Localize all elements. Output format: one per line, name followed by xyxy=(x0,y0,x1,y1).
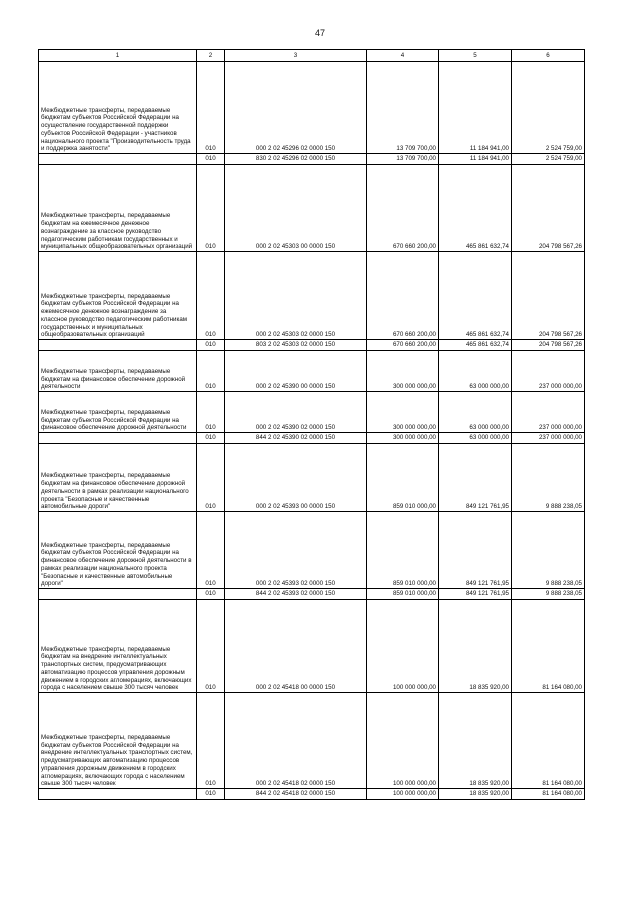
page-number: 47 xyxy=(314,28,325,38)
row-budget-code: 000 2 02 45303 00 0000 150 xyxy=(225,165,367,252)
header-cell: 6 xyxy=(512,50,585,62)
table-row xyxy=(39,252,585,340)
row-approved-amount: 670 660 200,00 xyxy=(367,165,439,252)
row-budget-code: 000 2 02 45296 02 0000 150 xyxy=(225,62,367,154)
row-description: Межбюджетные трансферты, передаваемые бюджетам субъектов Российской Федерации на ежемесячное денежное вознаграждение за классное руководство педагогическим работникам государственных и муниципальных общеобразовательных организаций xyxy=(39,252,197,340)
row-unexecuted-amount: 237 000 000,00 xyxy=(512,433,585,444)
row-executed-amount: 849 121 761,95 xyxy=(439,589,512,600)
row-budget-code: 844 2 02 45418 02 0000 150 xyxy=(225,789,367,800)
row-line-code: 010 xyxy=(197,789,225,800)
row-approved-amount: 859 010 000,00 xyxy=(367,444,439,512)
table-row xyxy=(39,589,585,600)
row-executed-amount: 465 861 632,74 xyxy=(439,340,512,351)
row-budget-code: 844 2 02 45393 02 0000 150 xyxy=(225,589,367,600)
row-description: Межбюджетные трансферты, передаваемые бюджетам субъектов Российской Федерации на финансовое обеспечение дорожной деятельности в рамках реализации национального проекта "Безопасные и качественные автомобильные дороги" xyxy=(39,512,197,589)
row-line-code: 010 xyxy=(197,340,225,351)
row-unexecuted-amount: 2 524 759,00 xyxy=(512,62,585,154)
row-line-code: 010 xyxy=(197,433,225,444)
row-executed-amount: 18 835 920,00 xyxy=(439,600,512,693)
row-budget-code: 000 2 02 45390 00 0000 150 xyxy=(225,351,367,392)
row-unexecuted-amount: 9 888 238,05 xyxy=(512,444,585,512)
row-executed-amount: 18 835 920,00 xyxy=(439,693,512,789)
row-budget-code: 830 2 02 45296 02 0000 150 xyxy=(225,154,367,165)
row-description: Межбюджетные трансферты, передаваемые бюджетам субъектов Российской Федерации на осуществление государственной поддержки субъектов Российской Федерации - участников национального проекта "Производительность труда и поддержка занятости" xyxy=(39,62,197,154)
table-row xyxy=(39,693,585,789)
table-row xyxy=(39,351,585,392)
row-approved-amount: 100 000 000,00 xyxy=(367,789,439,800)
row-approved-amount: 300 000 000,00 xyxy=(367,433,439,444)
row-unexecuted-amount: 81 164 080,00 xyxy=(512,600,585,693)
row-budget-code: 803 2 02 45303 02 0000 150 xyxy=(225,340,367,351)
row-approved-amount: 300 000 000,00 xyxy=(367,351,439,392)
row-executed-amount: 63 000 000,00 xyxy=(439,351,512,392)
row-description xyxy=(39,340,197,351)
table-row xyxy=(39,62,585,154)
row-unexecuted-amount: 9 888 238,05 xyxy=(512,512,585,589)
row-approved-amount: 859 010 000,00 xyxy=(367,589,439,600)
row-unexecuted-amount: 237 000 000,00 xyxy=(512,351,585,392)
row-executed-amount: 11 184 941,00 xyxy=(439,154,512,165)
row-approved-amount: 670 660 200,00 xyxy=(367,340,439,351)
row-executed-amount: 465 861 632,74 xyxy=(439,165,512,252)
row-budget-code: 000 2 02 45393 02 0000 150 xyxy=(225,512,367,589)
table-row xyxy=(39,512,585,589)
header-cell: 5 xyxy=(439,50,512,62)
row-unexecuted-amount: 204 798 567,26 xyxy=(512,252,585,340)
row-budget-code: 000 2 02 45393 00 0000 150 xyxy=(225,444,367,512)
row-unexecuted-amount: 81 164 080,00 xyxy=(512,789,585,800)
row-unexecuted-amount: 204 798 567,26 xyxy=(512,340,585,351)
row-line-code: 010 xyxy=(197,693,225,789)
row-description xyxy=(39,433,197,444)
row-line-code: 010 xyxy=(197,589,225,600)
row-budget-code: 000 2 02 45418 00 0000 150 xyxy=(225,600,367,693)
table-row xyxy=(39,392,585,433)
row-budget-code: 000 2 02 45390 02 0000 150 xyxy=(225,392,367,433)
row-approved-amount: 670 660 200,00 xyxy=(367,252,439,340)
row-approved-amount: 100 000 000,00 xyxy=(367,693,439,789)
table-row xyxy=(39,340,585,351)
row-executed-amount: 849 121 761,95 xyxy=(439,444,512,512)
row-approved-amount: 13 709 700,00 xyxy=(367,62,439,154)
header-cell: 3 xyxy=(225,50,367,62)
row-line-code: 010 xyxy=(197,252,225,340)
header-cell: 4 xyxy=(367,50,439,62)
row-budget-code: 000 2 02 45418 02 0000 150 xyxy=(225,693,367,789)
row-line-code: 010 xyxy=(197,62,225,154)
row-unexecuted-amount: 9 888 238,05 xyxy=(512,589,585,600)
row-line-code: 010 xyxy=(197,600,225,693)
table-row xyxy=(39,433,585,444)
row-approved-amount: 859 010 000,00 xyxy=(367,512,439,589)
row-executed-amount: 63 000 000,00 xyxy=(439,433,512,444)
budget-table xyxy=(38,49,585,800)
row-executed-amount: 11 184 941,00 xyxy=(439,62,512,154)
row-unexecuted-amount: 204 798 567,26 xyxy=(512,165,585,252)
row-description xyxy=(39,589,197,600)
row-description: Межбюджетные трансферты, передаваемые бюджетам субъектов Российской Федерации на внедрение интеллектуальных транспортных систем, предусматривающих автоматизацию процессов управления дорожным движением в городских агломерациях, включающих города с населением свыше 300 тысяч человек xyxy=(39,693,197,789)
table-row xyxy=(39,165,585,252)
row-line-code: 010 xyxy=(197,392,225,433)
table-row xyxy=(39,600,585,693)
row-executed-amount: 63 000 000,00 xyxy=(439,392,512,433)
row-unexecuted-amount: 237 000 000,00 xyxy=(512,392,585,433)
row-budget-code: 844 2 02 45390 02 0000 150 xyxy=(225,433,367,444)
row-line-code: 010 xyxy=(197,351,225,392)
row-line-code: 010 xyxy=(197,154,225,165)
row-executed-amount: 18 835 920,00 xyxy=(439,789,512,800)
row-line-code: 010 xyxy=(197,444,225,512)
row-description xyxy=(39,789,197,800)
row-executed-amount: 849 121 761,95 xyxy=(439,512,512,589)
header-cell: 1 xyxy=(39,50,197,62)
row-approved-amount: 300 000 000,00 xyxy=(367,392,439,433)
table-row xyxy=(39,154,585,165)
row-unexecuted-amount: 81 164 080,00 xyxy=(512,693,585,789)
row-budget-code: 000 2 02 45303 02 0000 150 xyxy=(225,252,367,340)
table-row xyxy=(39,444,585,512)
row-approved-amount: 13 709 700,00 xyxy=(367,154,439,165)
row-description: Межбюджетные трансферты, передаваемые бюджетам на финансовое обеспечение дорожной деятельности xyxy=(39,351,197,392)
header-row xyxy=(39,50,585,62)
row-unexecuted-amount: 2 524 759,00 xyxy=(512,154,585,165)
header-cell: 2 xyxy=(197,50,225,62)
row-approved-amount: 100 000 000,00 xyxy=(367,600,439,693)
row-description: Межбюджетные трансферты, передаваемые бюджетам субъектов Российской Федерации на финансовое обеспечение дорожной деятельности xyxy=(39,392,197,433)
row-description: Межбюджетные трансферты, передаваемые бюджетам на ежемесячное денежное вознаграждение за классное руководство педагогическим работникам государственных и муниципальных общеобразовательных организаций xyxy=(39,165,197,252)
row-description: Межбюджетные трансферты, передаваемые бюджетам на финансовое обеспечение дорожной деятельности в рамках реализации национального проекта "Безопасные и качественные автомобильные дороги" xyxy=(39,444,197,512)
table-row xyxy=(39,789,585,800)
row-description: Межбюджетные трансферты, передаваемые бюджетам на внедрение интеллектуальных транспортных систем, предусматривающих автоматизацию процессов управления дорожным движением в городских агломерациях, включающих города с населением свыше 300 тысяч человек xyxy=(39,600,197,693)
row-line-code: 010 xyxy=(197,512,225,589)
row-line-code: 010 xyxy=(197,165,225,252)
row-executed-amount: 465 861 632,74 xyxy=(439,252,512,340)
row-description xyxy=(39,154,197,165)
